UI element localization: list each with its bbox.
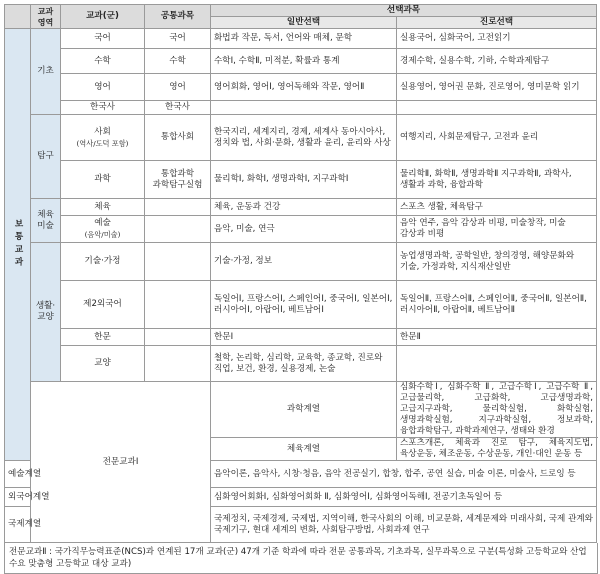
header-row-1 — [5, 5, 597, 17]
area-liberal: 생활· 교양 — [31, 243, 61, 382]
common-cell — [145, 243, 211, 281]
career-cell: 스포츠 생활, 체육탐구 — [397, 199, 597, 216]
row-liberal — [5, 346, 597, 382]
general-cell: 철학, 논리학, 심리학, 교육학, 종교학, 진로와 직업, 보건, 환경, 실용경제, 논술 — [211, 346, 397, 382]
group-cell: 체육 — [61, 199, 145, 216]
row-spec-science — [5, 382, 597, 438]
group-name: 사회 — [94, 126, 111, 137]
group-cell: 국어 — [61, 29, 145, 49]
group-cell — [61, 216, 145, 243]
group-cell: 과학 — [61, 161, 145, 199]
header-elective: 선택과목 — [211, 5, 597, 17]
group-cell: 수학 — [61, 49, 145, 74]
group-cell: 교양 — [61, 346, 145, 382]
area-pe-art: 체육 미술 — [31, 199, 61, 243]
career-cell: 경제수학, 실용수학, 기하, 수학과제탐구 — [397, 49, 597, 74]
header-group: 교과(군) — [61, 5, 145, 29]
common-cell: 통합사회 — [145, 115, 211, 161]
common-cell: 통합과학 과학탐구실험 — [145, 161, 211, 199]
general-cell: 음악, 미술, 연극 — [211, 216, 397, 243]
group-name: 예술 — [94, 218, 111, 228]
area-basic: 기초 — [31, 29, 61, 115]
general-section-label: 보통교과 — [5, 29, 31, 461]
common-cell — [145, 216, 211, 243]
track-subjects: 국제정치, 국제경제, 국제법, 지역이해, 한국사회의 이해, 비교문화, 세계문제와 미래사회, 국제 관계와 국제기구, 현대 세계의 변화, 사회탐구방법, 사회과제 연구 — [211, 507, 597, 543]
track-name: 외국어계열 — [5, 488, 31, 507]
special-section-label: 전문교과Ⅰ — [31, 382, 211, 543]
group-cell: 영어 — [61, 74, 145, 101]
footnote: 전문교과Ⅱ : 국가직무능력표준(NCS)과 연계된 17개 교과(군) 47개 기준 학과에 따라 전문 공통과목, 기초과목, 실무과목으로 구분(특성화 고등학교와 산업 수요 맞춤형 고등학교 대상 교과) — [4, 543, 598, 574]
header-career: 진로선택 — [397, 17, 597, 29]
row-tech-home — [5, 243, 597, 281]
row-history — [5, 101, 597, 115]
row-pe — [5, 199, 597, 216]
track-subjects: 스포츠개론, 체육과 진로 탐구, 체육지도법, 육상운동, 체조운동, 수상운동, 개인·대인 운동 등 — [397, 438, 597, 461]
general-cell — [211, 101, 397, 115]
common-cell — [145, 346, 211, 382]
general-cell: 기술·가정, 정보 — [211, 243, 397, 281]
common-cell: 수학 — [145, 49, 211, 74]
header-blank — [5, 5, 31, 29]
common-cell: 영어 — [145, 74, 211, 101]
curriculum-sheet — [4, 4, 596, 574]
track-subjects: 심화영어회화Ⅰ, 심화영어회화 Ⅱ, 심화영어Ⅰ, 심화영어독해Ⅰ, 전공기초독일어 등 — [211, 488, 597, 507]
general-cell: 독일어Ⅰ, 프랑스어Ⅰ, 스페인어Ⅰ, 중국어Ⅰ, 일본어Ⅰ, 러시아어Ⅰ, 아랍어Ⅰ, 베트남어Ⅰ — [211, 281, 397, 329]
row-hanmun — [5, 329, 597, 346]
career-cell: 여행지리, 사회문제탐구, 고전과 윤리 — [397, 115, 597, 161]
career-cell — [397, 101, 597, 115]
career-cell: 실용영어, 영어권 문화, 진로영어, 영미문학 읽기 — [397, 74, 597, 101]
header-general: 일반선택 — [211, 17, 397, 29]
common-cell: 한국사 — [145, 101, 211, 115]
row-english — [5, 74, 597, 101]
track-name: 체육계열 — [211, 438, 397, 461]
row-math — [5, 49, 597, 74]
general-cell: 화법과 작문, 독서, 언어와 매체, 문학 — [211, 29, 397, 49]
row-second-language — [5, 281, 597, 329]
general-cell: 체육, 운동과 건강 — [211, 199, 397, 216]
career-cell: 물리학Ⅱ, 화학Ⅱ, 생명과학Ⅱ 지구과학Ⅱ, 과학사, 생활과 과학, 융합과학 — [397, 161, 597, 199]
group-subtitle: (역사/도덕 포함) — [76, 138, 129, 148]
area-inquiry: 탐구 — [31, 115, 61, 199]
group-cell: 기술·가정 — [61, 243, 145, 281]
common-cell — [145, 281, 211, 329]
track-name: 국제계열 — [5, 507, 31, 543]
track-subjects: 음악이론, 음악사, 시창·청음, 음악 전공실기, 합창, 합주, 공연 실습, 미술 이론, 미술사, 드로잉 등 — [211, 461, 597, 488]
career-cell — [397, 346, 597, 382]
general-cell: 한국지리, 세계지리, 경제, 세계사 동아시아사, 정치와 법, 사회·문화, 생활과 윤리, 윤리와 사상 — [211, 115, 397, 161]
group-cell — [61, 115, 145, 161]
general-cell: 영어회화, 영어Ⅰ, 영어독해와 작문, 영어Ⅱ — [211, 74, 397, 101]
common-cell — [145, 199, 211, 216]
group-cell: 한문 — [61, 329, 145, 346]
track-name: 예술계열 — [5, 461, 31, 488]
career-cell: 실용국어, 심화국어, 고전읽기 — [397, 29, 597, 49]
common-cell — [145, 329, 211, 346]
row-korean — [5, 29, 597, 49]
career-cell: 농업생명과학, 공학일반, 창의경영, 해양문화와 기술, 가정과학, 지식재산일반 — [397, 243, 597, 281]
general-cell: 수학Ⅰ, 수학Ⅱ, 미적분, 확률과 통계 — [211, 49, 397, 74]
row-arts — [5, 216, 597, 243]
row-social — [5, 115, 597, 161]
header-common: 공통과목 — [145, 5, 211, 29]
curriculum-table — [4, 4, 597, 543]
general-cell: 물리학Ⅰ, 화학Ⅰ, 생명과학Ⅰ, 지구과학Ⅰ — [211, 161, 397, 199]
group-subtitle: (음악/미술) — [84, 230, 121, 239]
row-science — [5, 161, 597, 199]
common-cell: 국어 — [145, 29, 211, 49]
track-subjects: 심화수학Ⅰ, 심화수학 Ⅱ, 고급수학Ⅰ, 고급수학 Ⅱ, 고급물리학, 고급화학, 고급생명과학, 고급지구과학, 물리학실험, 화학실험, 생명과학실험, 지구과학실험, 정보과학, 융합과학탐구, 과학과제연구, 생태와 환경 — [397, 382, 597, 438]
group-cell: 한국사 — [61, 101, 145, 115]
career-cell: 음악 연주, 음악 감상과 비평, 미술창작, 미술 감상과 비평 — [397, 216, 597, 243]
career-cell: 한문Ⅱ — [397, 329, 597, 346]
header-area: 교과 영역 — [31, 5, 61, 29]
career-cell: 독일어Ⅱ, 프랑스어Ⅱ, 스페인어Ⅱ, 중국어Ⅱ, 일본어Ⅱ, 러시아어Ⅱ, 아랍어Ⅱ, 베트남어Ⅱ — [397, 281, 597, 329]
track-name: 과학계열 — [211, 382, 397, 438]
general-cell: 한문Ⅰ — [211, 329, 397, 346]
group-cell: 제2외국어 — [61, 281, 145, 329]
